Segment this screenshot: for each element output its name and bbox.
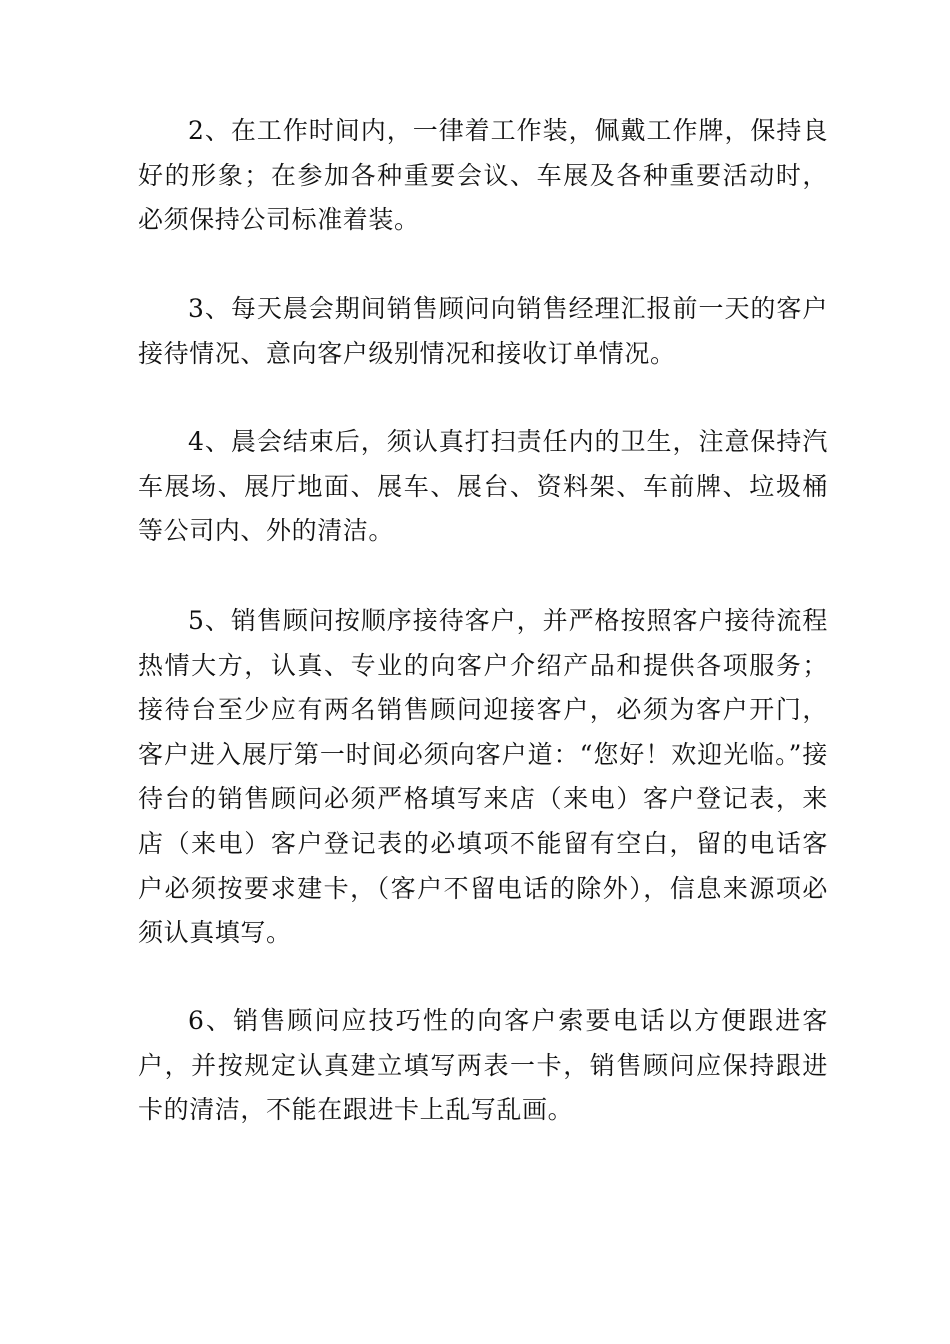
paragraph-item-6: 6、销售顾问应技巧性的向客户索要电话以方便跟进客户，并按规定认真建立填写两表一卡，销售顾问应保持跟进卡的清洁，不能在跟进卡上乱写乱画。 xyxy=(138,1006,828,1125)
paragraph-item-5: 5、销售顾问按顺序接待客户，并严格按照客户接待流程热情大方，认真、专业的向客户介绍产品和提供各项服务；接待台至少应有两名销售顾问迎接客户，必须为客户开门，客户进入展厅第一时间必须向客户道：“您好！欢迎光临。”接待台的销售顾问必须严格填写来店（来电）客户登记表，来店（来电）客户登记表的必填项不能留有空白，留的电话客户必须按要求建卡，（客户不留电话的除外），信息来源项必须认真填写。 xyxy=(138,606,828,948)
paragraph-item-2: 2、在工作时间内，一律着工作装，佩戴工作牌，保持良好的形象；在参加各种重要会议、车展及各种重要活动时，必须保持公司标准着装。 xyxy=(138,116,828,235)
paragraph-item-4: 4、晨会结束后，须认真打扫责任内的卫生，注意保持汽车展场、展厅地面、展车、展台、资料架、车前牌、垃圾桶等公司内、外的清洁。 xyxy=(138,427,828,546)
paragraph-item-3: 3、每天晨会期间销售顾问向销售经理汇报前一天的客户接待情况、意向客户级别情况和接收订单情况。 xyxy=(138,294,828,368)
